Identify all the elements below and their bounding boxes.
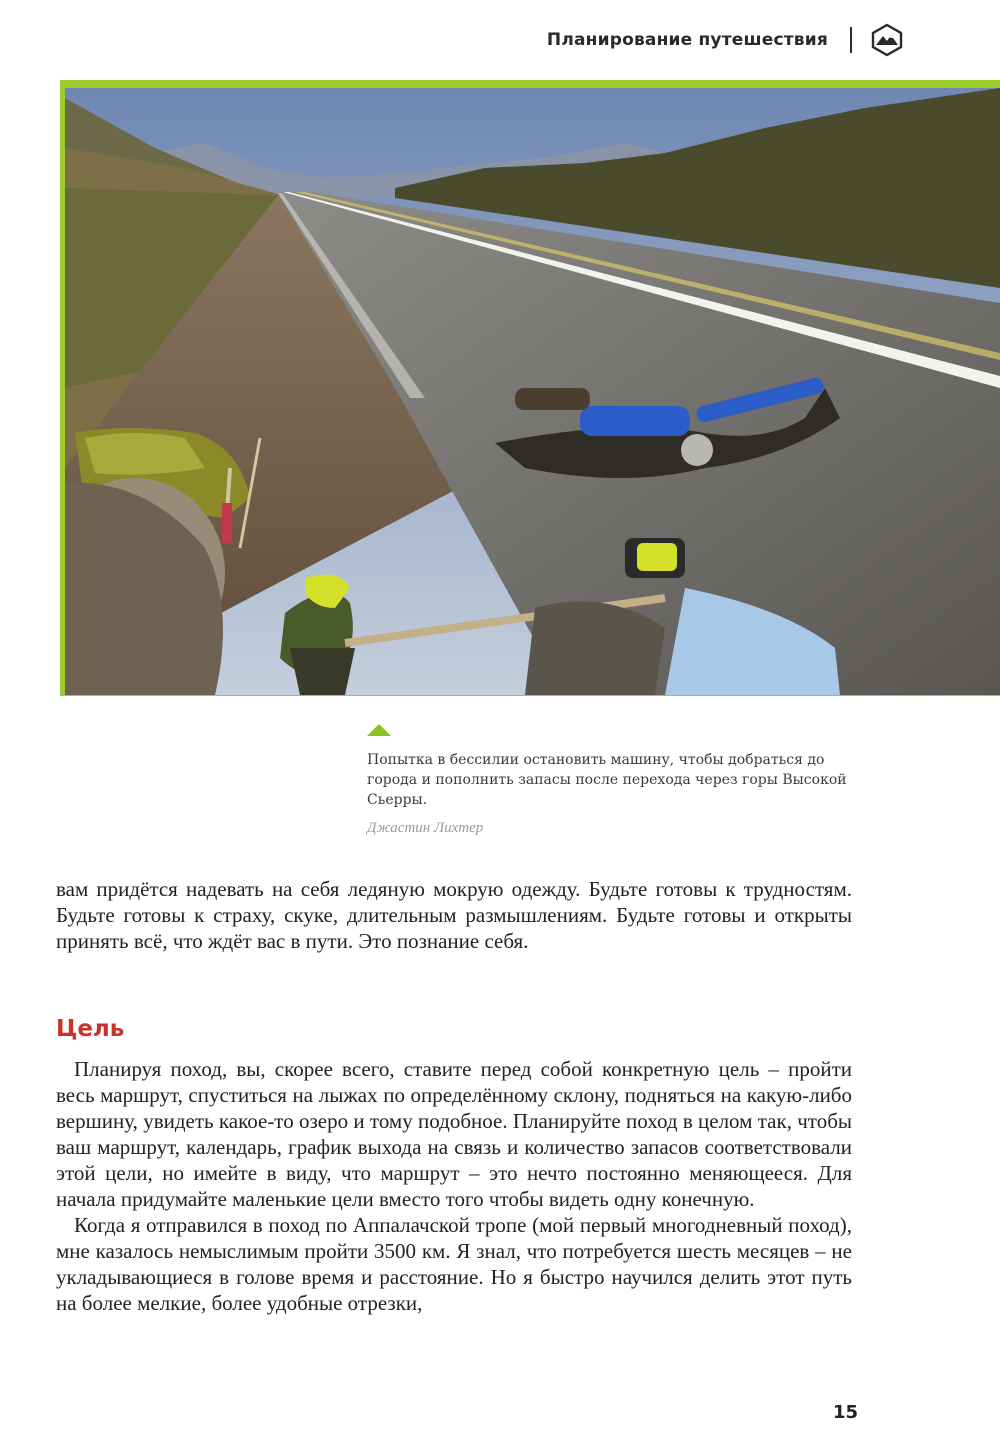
header-title: Планирование путешествия [546, 30, 828, 50]
intro-paragraph: вам придётся надевать на себя ледяную мокрую одежду. Будьте готовы к трудностям. Будьте готовы к страху, скуке, длительным размышлениям. Будьте готовы и открыты принять всё, что ждёт вас в пути. Это познание себя. [56, 877, 852, 953]
section-heading: Цель [56, 1016, 125, 1042]
header-divider [850, 27, 852, 53]
section-paragraph: Когда я отправился в поход по Аппалачской тропе (мой первый многодневный поход), мне казалось немыслимым пройти 3500 км. Я знал, что потребуется шесть месяцев – не укладывающиеся в голове время и расстояние. Но я быстро научился делить этот путь на более мелкие, более удобные отрезки, [56, 1213, 852, 1315]
photo-hitchhiker-on-road [65, 88, 1000, 695]
triangle-up-icon [367, 724, 391, 736]
mountain-badge-icon [870, 23, 904, 57]
photo-credit: Джастин Лихтер [367, 820, 484, 836]
section-body [56, 1056, 852, 1316]
running-header [547, 22, 904, 58]
page-number: 15 [832, 1402, 858, 1423]
intro-paragraph-block [56, 876, 852, 954]
section-paragraph: Планируя поход, вы, скорее всего, ставите перед собой конкретную цель – пройти весь маршрут, спуститься на лыжах по определённому склону, подняться на какую-либо вершину, увидеть какое-то озеро и тому подобное. Планируйте поход в целом так, чтобы ваш маршрут, календарь, график выхода на связь и количество запасов соответствовали этой цели, но имейте в виду, что маршрут – это нечто постоянно меняющееся. Для начала придумайте маленькие цели вместо того чтобы видеть одну конечную. [56, 1057, 852, 1211]
photo-caption [367, 724, 847, 837]
caption-text: Попытка в бессилии остановить машину, чтобы добраться до города и пополнить запасы после перехода через горы Высокой Сьерры. [367, 752, 847, 808]
